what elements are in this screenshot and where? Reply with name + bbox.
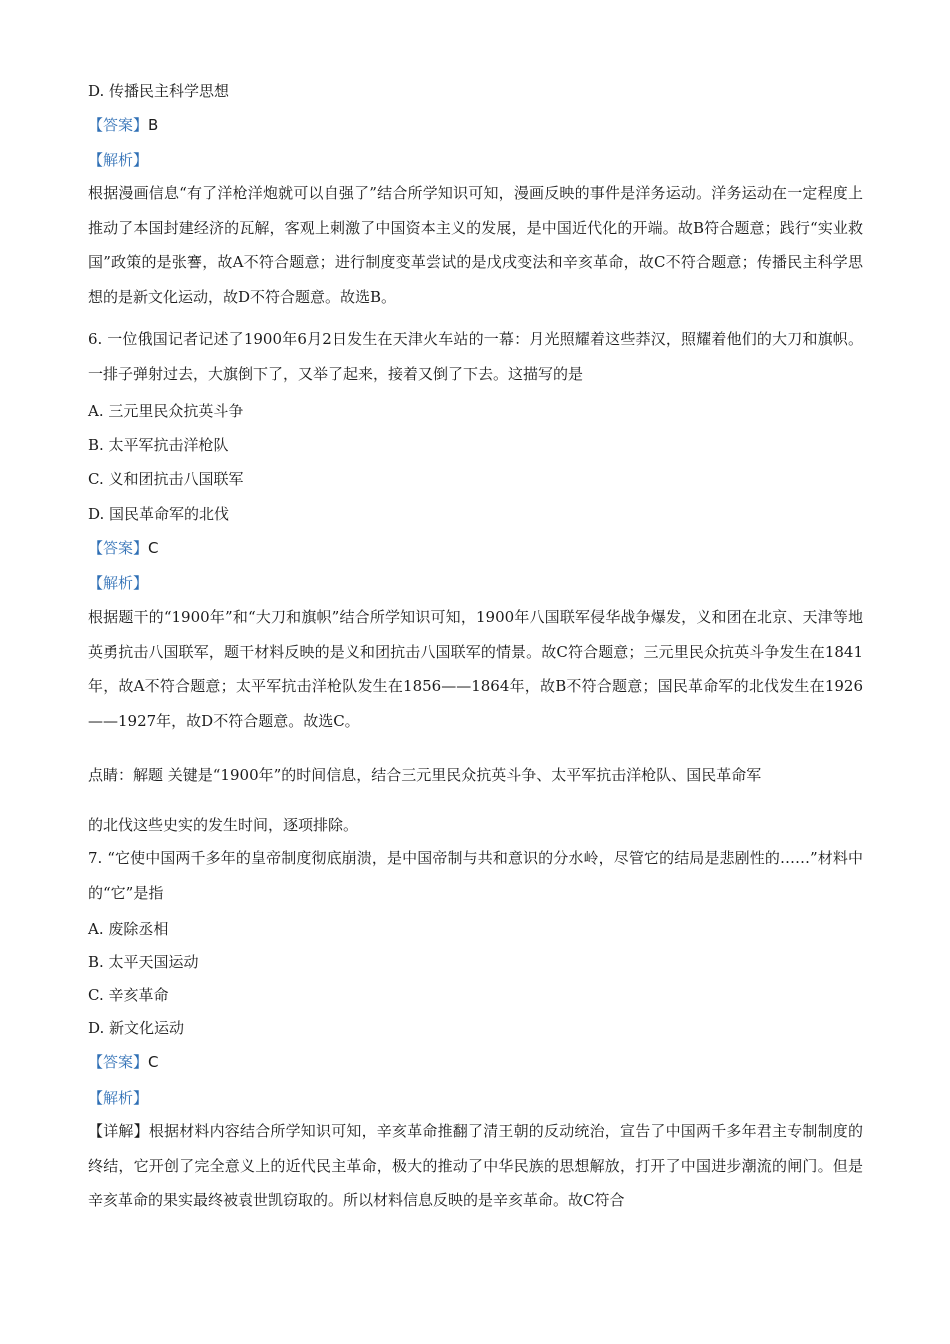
q6-analysis: 根据题干的“1900年”和“大刀和旗帜”结合所学知识可知，1900年八国联军侵华战争爆发，义和团在北京、天津等地英勇抗击八国联军，题干材料反映的是义和团抗击八国联军的情景。故C符合题意；三元里民众抗英斗争发生在1841年，故A不符合题意；太平军抗击洋枪队发生在1856——1864年，故B不符合题意；国民革命军的北伐发生在1926——1927年，故D不符合题意。故选C。 — [88, 608, 863, 730]
q7-option-d: D. 新文化运动 — [88, 1019, 185, 1037]
answer-value: C — [148, 1053, 159, 1071]
q5-analysis-label: 【解析】 — [88, 151, 149, 169]
q6-tip-line-2: 的北伐这些史实的发生时间，逐项排除。 — [88, 816, 359, 834]
answer-label: 【答案】 — [88, 1053, 149, 1071]
q6-option-c: C. 义和团抗击八国联军 — [88, 470, 244, 488]
answer-label: 【答案】 — [88, 116, 149, 134]
answer-value: B — [148, 116, 159, 134]
q6-option-a: A. 三元里民众抗英斗争 — [88, 402, 244, 420]
q5-analysis: 根据漫画信息“有了洋枪洋炮就可以自强了”结合所学知识可知，漫画反映的事件是洋务运动。洋务运动在一定程度上推动了本国封建经济的瓦解，客观上刺激了中国资本主义的发展，是中国近代化的开端。故B符合题意；践行“实业救国”政策的是张謇，故A不符合题意；进行制度变革尝试的是戊戌变法和辛亥革命，故C不符合题意；传播民主科学思想的是新文化运动，故D不符合题意。故选B。 — [88, 184, 863, 306]
q6-option-b: B. 太平军抗击洋枪队 — [88, 436, 229, 454]
q7-option-b: B. 太平天国运动 — [88, 953, 199, 971]
q7-stem: 7. “它使中国两千多年的皇帝制度彻底崩溃，是中国帝制与共和意识的分水岭，尽管它的结局是悲剧性的……”材料中的“它”是指 — [88, 849, 863, 902]
q7-analysis-label: 【解析】 — [88, 1089, 149, 1107]
answer-value: C — [148, 539, 159, 557]
q5-answer — [88, 115, 158, 135]
q7-detail — [88, 1114, 863, 1218]
q7-answer — [88, 1052, 159, 1072]
q6-analysis-label: 【解析】 — [88, 574, 149, 592]
q7-option-c: C. 辛亥革命 — [88, 986, 169, 1004]
q7-option-a: A. 废除丞相 — [88, 920, 169, 938]
q6-tip-line-1: 点睛：解题 关键是“1900年”的时间信息，结合三元里民众抗英斗争、太平军抗击洋枪队、国民革命军 — [88, 766, 762, 784]
detail-text: 根据材料内容结合所学知识可知，辛亥革命推翻了清王朝的反动统治，宣告了中国两千多年君主专制制度的终结，它开创了完全意义上的近代民主革命，极大的推动了中华民族的思想解放，打开了中国进步潮流的闸门。但是辛亥革命的果实最终被袁世凯窃取的。所以材料信息反映的是辛亥革命。故C符合 — [88, 1122, 863, 1209]
q6-stem: 6. 一位俄国记者记述了1900年6月2日发生在天津火车站的一幕：月光照耀着这些莽汉，照耀着他们的大刀和旗帜。一排子弹射过去，大旗倒下了，又举了起来，接着又倒了下去。这描写的是 — [88, 330, 863, 383]
answer-label: 【答案】 — [88, 539, 149, 557]
q6-option-d: D. 国民革命军的北伐 — [88, 505, 230, 523]
detail-label: 【详解】 — [88, 1122, 149, 1140]
q5-option-d: D. 传播民主科学思想 — [88, 82, 230, 100]
q6-answer — [88, 538, 159, 558]
